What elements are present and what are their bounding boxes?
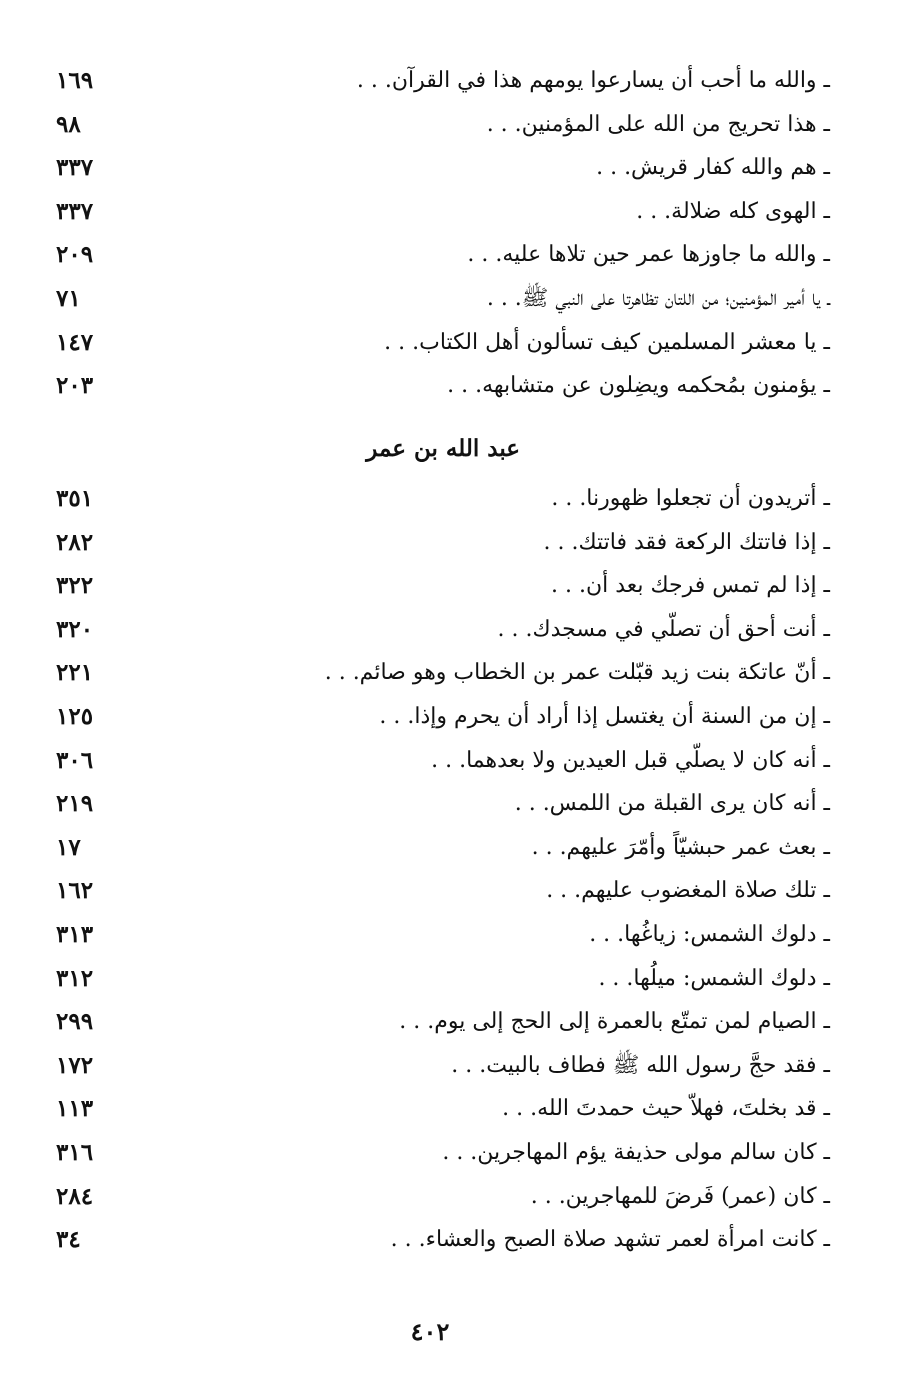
entry-text: ـ دلوك الشمس: زياغُها. . .: [589, 921, 830, 947]
entry-text: ـ أنه كان يرى القبلة من اللمس. . .: [514, 791, 830, 817]
list-item: [56, 783, 830, 827]
entry-page-number: ٢٨٤: [56, 1182, 94, 1210]
list-item: [56, 827, 830, 871]
entry-text: ـ أتريدون أن تجعلوا ظهورنا. . .: [551, 486, 830, 511]
entry-page-number: ٣٠٦: [56, 746, 94, 774]
entry-text: ـ دلوك الشمس: ميلُها. . .: [598, 965, 830, 991]
entry-text: ـ بعث عمر حبشيّاً وأمّرَ عليهم. . .: [531, 834, 830, 860]
entry-text: ـ يا أمير المؤمنين؛ من اللتان تظاهرتا على النبي ﷺ. . .: [486, 285, 830, 311]
entry-text: ـ إذا فاتتك الركعة فقد فاتتك. . .: [543, 529, 830, 555]
section-heading: عبد الله بن عمر: [366, 435, 520, 462]
entry-text: ـ إذا لم تمس فرجك بعد أن. . .: [551, 573, 830, 599]
entry-list-top: [56, 60, 830, 409]
entry-text: ـ إن من السنة أن يغتسل إذا أراد أن يحرم وإذا. . .: [379, 703, 830, 729]
entry-text: ـ أنه كان لا يصلّي قبل العيدين ولا بعدهما. . .: [431, 747, 830, 773]
list-item: [56, 478, 830, 522]
entry-text: ـ كان (عمر) فَرضَ للمهاجرين. . .: [530, 1183, 830, 1209]
entry-page-number: ٣٢٢: [56, 572, 94, 600]
list-item: [56, 147, 830, 191]
entry-page-number: ١٧٢: [56, 1051, 94, 1079]
entry-page-number: ١٦٢: [56, 877, 94, 905]
entry-page-number: ٢٢١: [56, 659, 94, 687]
entry-page-number: ٣١٢: [56, 964, 94, 992]
list-item: [56, 522, 830, 566]
list-item: [56, 1088, 830, 1132]
entry-page-number: ٧١: [56, 284, 81, 312]
entry-text: ـ يا معشر المسلمين كيف تسألون أهل الكتاب. . .: [384, 329, 830, 355]
entry-page-number: ١٧: [56, 833, 81, 861]
list-item: [56, 60, 830, 104]
entry-page-number: ١٢٥: [56, 702, 94, 730]
entry-page-number: ٣٥١: [56, 485, 94, 512]
entry-text: ـ هذا تحريج من الله على المؤمنين. . .: [486, 111, 830, 137]
entry-text: ـ والله ما جاوزها عمر حين تلاها عليه. . .: [467, 242, 830, 268]
list-item: [56, 1045, 830, 1089]
entry-list-bottom: [56, 478, 830, 1263]
entry-text: ـ والله ما أحب أن يسارعوا يومهم هذا في القرآن. . .: [356, 68, 830, 93]
entry-page-number: ٢٨٢: [56, 528, 94, 556]
entry-text: ـ هم والله كفار قريش. . .: [596, 155, 830, 181]
entry-text: ـ يؤمنون بمُحكمه ويضِلون عن متشابهه. . .: [447, 373, 830, 399]
list-item: [56, 565, 830, 609]
list-item: [56, 1132, 830, 1176]
list-item: [56, 696, 830, 740]
entry-text: ـ أنت أحق أن تصلّي في مسجدك. . .: [497, 616, 830, 642]
entry-page-number: ٣٤: [56, 1226, 81, 1254]
list-item: [56, 652, 830, 696]
entry-text: ـ الهوى كله ضلالة. . .: [636, 198, 830, 224]
entry-text: ـ تلك صلاة المغضوب عليهم. . .: [546, 878, 830, 904]
entry-text: ـ كان سالم مولى حذيفة يؤم المهاجرين. . .: [442, 1139, 830, 1165]
entry-page-number: ٣٣٧: [56, 154, 94, 182]
entry-page-number: ٢٠٣: [56, 372, 94, 400]
list-item: [56, 1176, 830, 1220]
entry-page-number: ٣١٣: [56, 920, 94, 948]
list-item: [56, 1219, 830, 1263]
entry-page-number: ٩٨: [56, 110, 81, 138]
list-item: [56, 870, 830, 914]
entry-text: ـ فقد حجَّ رسول الله ﷺ فطاف بالبيت. . .: [451, 1052, 830, 1078]
list-item: [56, 191, 830, 235]
list-item: [56, 740, 830, 784]
list-item: [56, 914, 830, 958]
list-item: [56, 234, 830, 278]
list-item: [56, 1001, 830, 1045]
entry-page-number: ٢١٩: [56, 790, 94, 818]
entry-page-number: ٣٣٧: [56, 197, 94, 225]
entry-page-number: ٢٠٩: [56, 241, 94, 269]
entry-page-number: ٢٩٩: [56, 1008, 94, 1036]
entry-text: ـ أنّ عاتكة بنت زيد قبّلت عمر بن الخطاب وهو صائم. . .: [324, 660, 830, 686]
entry-page-number: ١٦٩: [56, 67, 94, 94]
list-item: [56, 104, 830, 148]
entry-text: ـ الصيام لمن تمتّع بالعمرة إلى الحج إلى يوم. . .: [399, 1009, 830, 1035]
page-number: ٤٠٢: [410, 1317, 450, 1346]
list-item: [56, 609, 830, 653]
list-item: [56, 365, 830, 409]
entry-page-number: ١٤٧: [56, 328, 94, 356]
list-item: [56, 278, 830, 322]
entry-page-number: ٣١٦: [56, 1138, 94, 1166]
entry-text: ـ كانت امرأة لعمر تشهد صلاة الصبح والعشاء. . .: [390, 1227, 830, 1253]
list-item: [56, 958, 830, 1002]
list-item: [56, 322, 830, 366]
entry-page-number: ١١٣: [56, 1095, 94, 1123]
entry-page-number: ٣٢٠: [56, 615, 94, 643]
entry-text: ـ قد بخلتَ، فهلاّ حيث حمدتَ الله. . .: [502, 1096, 830, 1122]
